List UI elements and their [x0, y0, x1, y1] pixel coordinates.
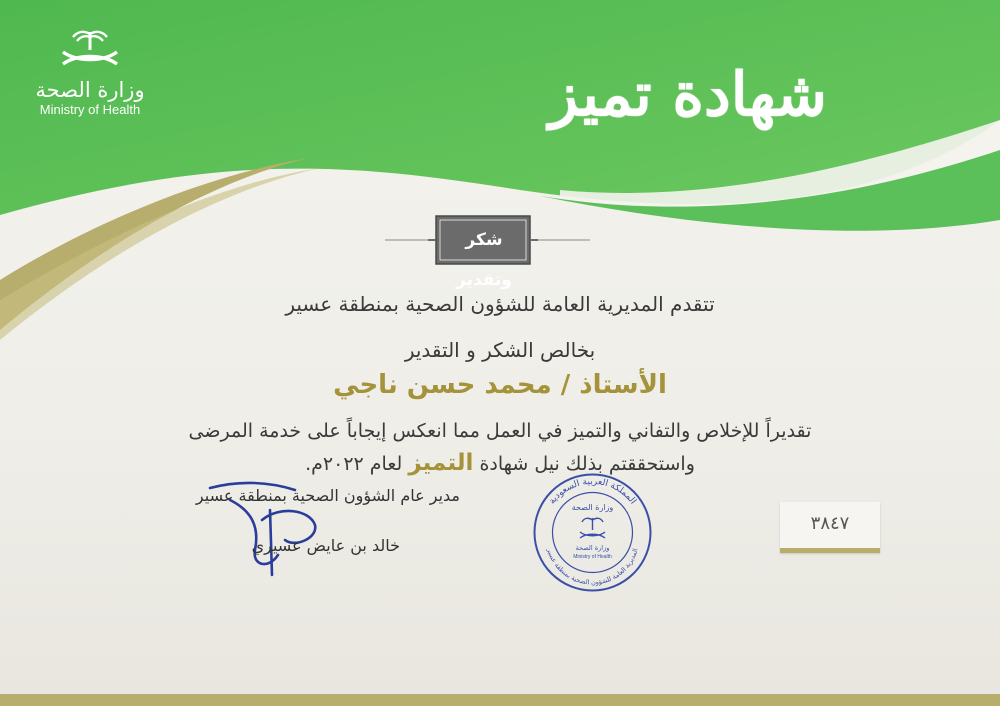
stamp-palm-icon [580, 518, 605, 538]
moh-palm-logo-icon [55, 28, 125, 72]
body-line-5-suffix: لعام ٢٠٢٢م. [305, 453, 403, 475]
official-stamp [530, 470, 655, 595]
svg-text:المملكة العربية السعودية [547, 477, 637, 506]
thanks-badge-text: شكر وتقدير [456, 230, 512, 290]
body-line-2: بخالص الشكر و التقدير [404, 338, 596, 362]
stamp-ministry-en: Ministry of Health [573, 554, 612, 560]
bottom-gold-bar [0, 694, 1000, 706]
serial-number: ٣٨٤٧ [810, 513, 850, 534]
serial-number-box [780, 502, 880, 553]
excellence-highlight: التميز [408, 450, 474, 476]
logo-english-text: Ministry of Health [39, 102, 141, 117]
body-line-1: تتقدم المديرية العامة للشؤون الصحية بمنطقة عسير [285, 292, 715, 316]
stamp-outer-text: المملكة العربية السعودية [547, 476, 638, 507]
body-line-5-prefix: واستحققتم بذلك نيل شهادة [479, 453, 695, 475]
stamp-ministry-ar: وزارة الصحة [575, 544, 610, 552]
stamp-bottom-text: المديرية العامة للشؤون الصحية بمنطقة عسير [545, 547, 640, 587]
ministry-logo [20, 28, 160, 117]
signatory-name: خالد بن عايض عسيري [251, 536, 400, 555]
body-line-4: تقديراً للإخلاص والتفاني والتميز في العمل مما انعكس إيجاباً على خدمة المرضى [188, 420, 812, 442]
certificate-title: شهادة تميز [549, 60, 827, 130]
signatory-title: مدير عام الشؤون الصحية بمنطقة عسير [195, 486, 460, 505]
stamp-inner-text: وزارة الصحة [571, 503, 614, 512]
recipient-name: الأستاذ / محمد حسن ناجي [333, 370, 667, 400]
logo-arabic-text: وزارة الصحة [35, 78, 145, 102]
